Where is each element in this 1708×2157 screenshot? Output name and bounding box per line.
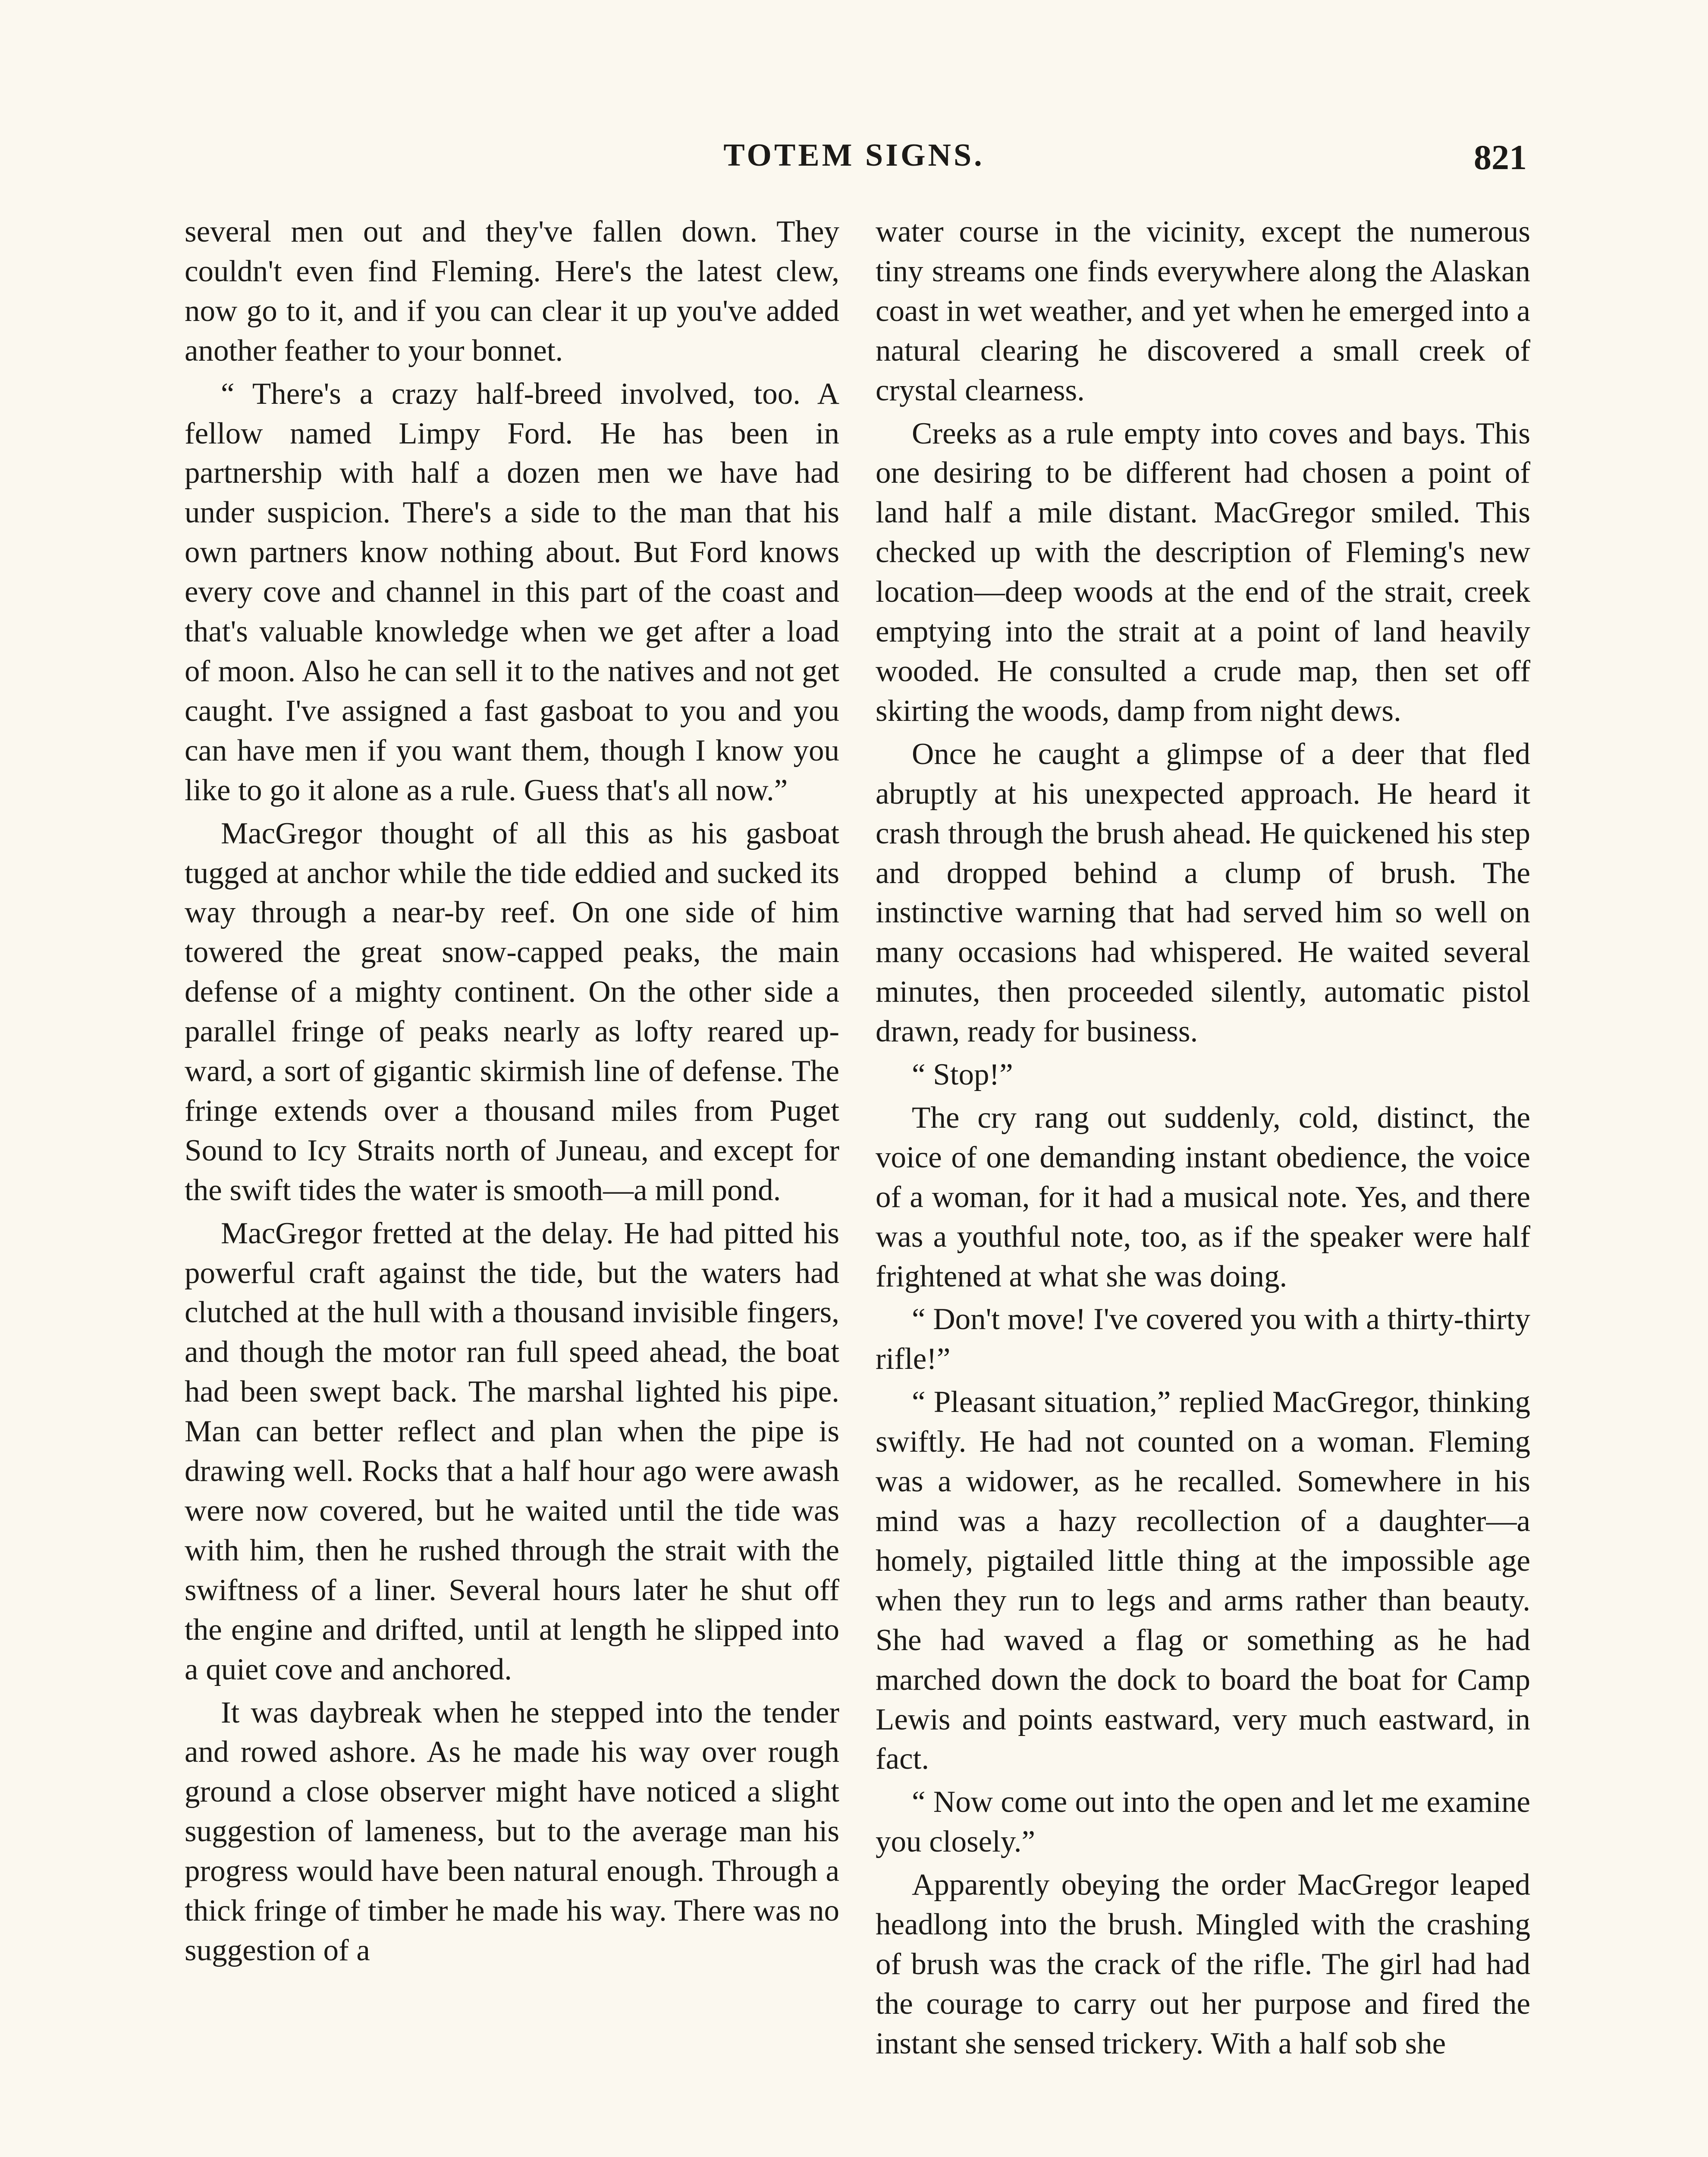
paragraph: It was daybreak when he stepped into the tender and rowed ashore. As he made his way over rough ground a close observer might have noticed a slight suggestion of lameness, but to the average man his progress would have been natural enough. Through a thick fringe of timber he made his way. There was no suggestion of a bbox=[185, 1695, 839, 1967]
paragraph: MacGregor thought of all this as his gasboat tugged at anchor while the tide eddied and sucked its way through a near-by reef. On one side of him towered the great snow-capped peaks, the main defense of a mighty continent. On the other side a parallel fringe of peaks nearly as lofty reared upward, a sort of gigantic skirmish line of defense. The fringe extends over a thousand miles from Puget Sound to Icy Straits north of Juneau, and except for the swift tides the water is smooth—a mill pond. bbox=[185, 816, 839, 1207]
paragraph: “ Don't move! I've covered you with a thirty-thirty rifle!” bbox=[876, 1302, 1530, 1376]
page-number: 821 bbox=[1474, 138, 1527, 177]
paragraph: “ Pleasant situation,” replied MacGregor, thinking swiftly. He had not counted on a woman. Fleming was a widower, as he recalled. Somewhere in his mind was a hazy recollection of a daughter—a homely, pigtailed little thing at the impossible age when they run to legs and arms rather than beauty. She had waved a flag or something as he had marched down the dock to board the boat for Camp Lewis and points eastward, very much eastward, in fact. bbox=[876, 1385, 1530, 1776]
right-column bbox=[876, 212, 1530, 2067]
paragraph: The cry rang out suddenly, cold, distinct, the voice of one demanding instant obedience, the voice of a woman, for it had a musical note. Yes, and there was a youthful note, too, as if the speaker were half frightened at what she was doing. bbox=[876, 1101, 1530, 1293]
paragraph: Creeks as a rule empty into coves and bays. This one desiring to be different had chosen a point of land half a mile distant. MacGregor smiled. This checked up with the description of Fleming's new location—deep woods at the end of the strait, creek emptying into the strait at a point of land heavily wooded. He consulted a crude map, then set off skirting the woods, damp from night dews. bbox=[876, 416, 1530, 728]
page-header bbox=[181, 137, 1527, 185]
paragraph: “ Stop!” bbox=[912, 1058, 1013, 1092]
paragraph: water course in the vicinity, except the numerous tiny streams one finds everywhere along the Alaskan coast in wet weather, and yet when he emerged into a natural clearing he discovered a small creek of crystal clearness. bbox=[876, 215, 1530, 407]
paragraph: several men out and they've fallen down. They couldn't even find Fleming. Here's the latest clew, now go to it, and if you can clear it up you've added another feather to your bonnet. bbox=[185, 215, 839, 368]
running-head: TOTEM SIGNS. bbox=[723, 138, 985, 173]
paragraph: MacGregor fretted at the delay. He had pitted his powerful craft against the tide, but the waters had clutched at the hull with a thousand invisible fingers, and though the motor ran full speed ahead, the boat had been swept back. The marshal lighted his pipe. Man can better reflect and plan when the pipe is drawing well. Rocks that a half hour ago were awash were now covered, but he waited until the tide was with him, then he rushed through the strait with the swiftness of a liner. Several hours later he shut off the engine and drifted, until at length he slipped into a quiet cove and anchored. bbox=[185, 1216, 839, 1686]
paragraph: “ There's a crazy half-breed involved, too. A fellow named Limpy Ford. He has been in partnership with half a dozen men we have had under suspicion. There's a side to the man that his own partners know nothing about. But Ford knows every cove and channel in this part of the coast and that's valuable knowledge when we get after a load of moon. Also he can sell it to the natives and not get caught. I've assigned a fast gasboat to you and you can have men if you want them, though I know you like to go it alone as a rule. Guess that's all now.” bbox=[185, 377, 839, 807]
paragraph: “ Now come out into the open and let me examine you closely.” bbox=[876, 1785, 1530, 1859]
paragraph: Once he caught a glimpse of a deer that fled abruptly at his unexpected approach. He heard it crash through the brush ahead. He quickened his step and dropped behind a clump of brush. The instinctive warning that had served him so well on many occasions had whispered. He waited several minutes, then proceeded silently, automatic pistol drawn, ready for business. bbox=[876, 737, 1530, 1049]
paragraph: Apparently obeying the order MacGregor leaped headlong into the brush. Mingled with the crashing of brush was the crack of the rifle. The girl had had the courage to carry out her purpose and fired the instant she sensed trickery. With a half sob she bbox=[876, 1868, 1530, 2060]
left-column bbox=[185, 212, 839, 1974]
